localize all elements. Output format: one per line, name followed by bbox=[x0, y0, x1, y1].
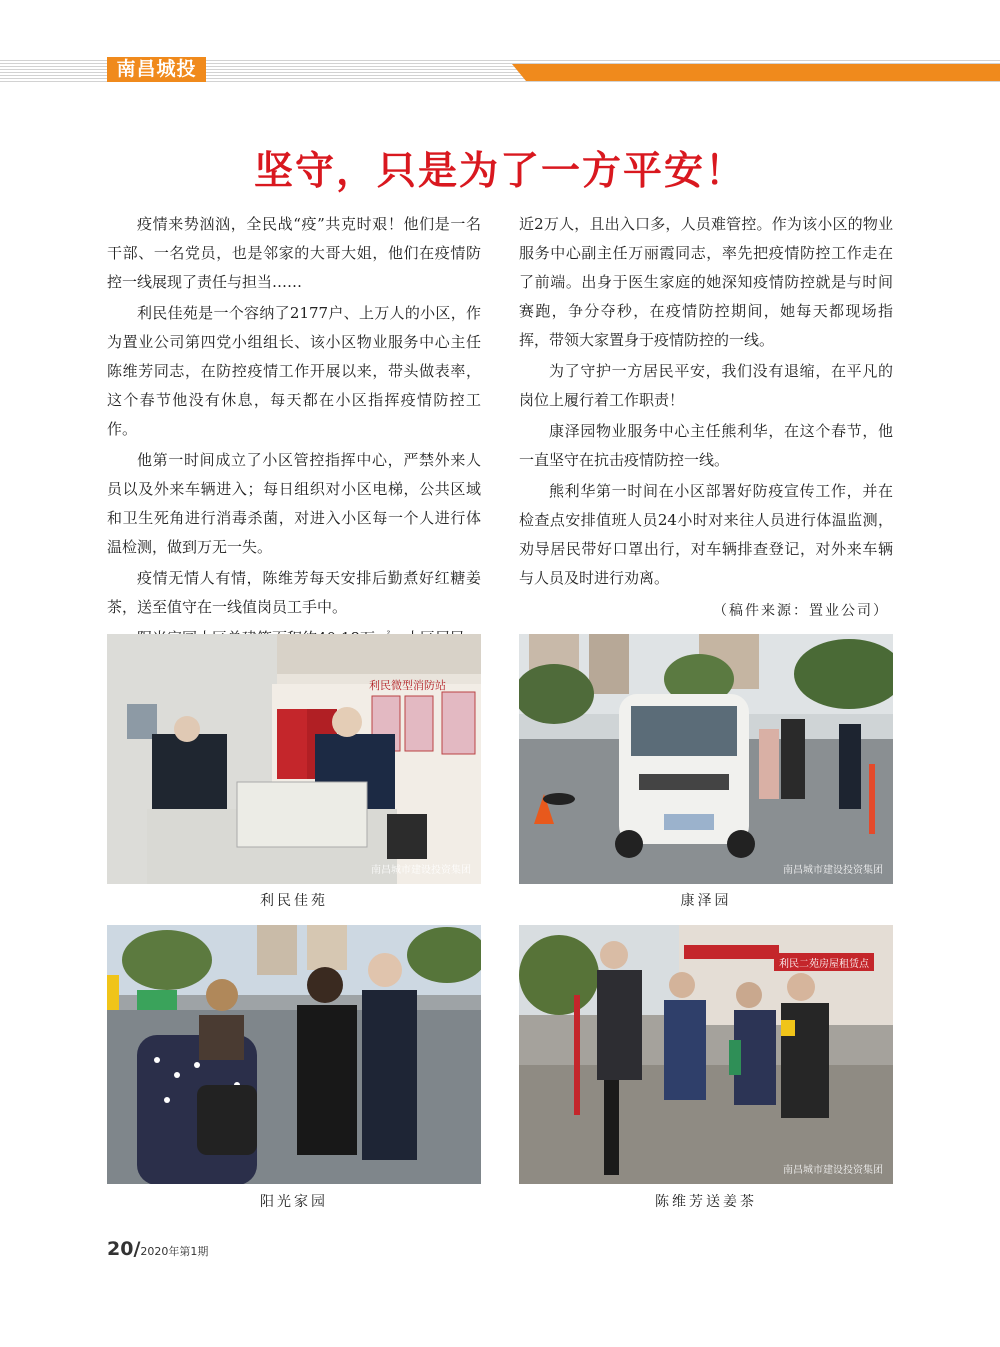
page-number: 20/ bbox=[107, 1238, 141, 1260]
left-column bbox=[107, 210, 481, 655]
photo-ginger-tea bbox=[519, 925, 893, 1184]
photo-caption: 利民佳苑 bbox=[260, 893, 328, 909]
photo-kangze-yuan bbox=[519, 634, 893, 884]
paragraph: 熊利华第一时间在小区部署好防疫宣传工作，并在检查点安排值班人员24小时对来往人员进行体温监测，劝导居民带好口罩出行，对车辆排查登记，对外来车辆与人员及时进行劝离。 bbox=[519, 482, 893, 587]
right-column bbox=[519, 210, 893, 626]
section-tag: 南昌城投 bbox=[107, 57, 206, 82]
paragraph: 利民佳苑是一个容纳了2177户、上万人的小区，作为置业公司第四党小组组长、该小区物业服务中心主任陈维芳同志，在防控疫情工作开展以来，带头做表率，这个春节他没有休息，每天都在小区指挥疫情防控工作。 bbox=[107, 304, 481, 438]
article-title: 坚守，只是为了一方平安！ bbox=[253, 149, 746, 194]
fire-station-sign: 利民微型消防站 bbox=[369, 679, 446, 692]
page-footer bbox=[107, 1238, 208, 1260]
photo-caption: 康泽园 bbox=[680, 893, 732, 909]
paragraph: 疫情无情人有情，陈维芳每天安排后勤煮好红糖姜茶，送至值守在一线值岗员工手中。 bbox=[107, 569, 481, 616]
watermark: 南昌城市建设投资集团 bbox=[371, 865, 471, 876]
photo-caption: 阳光家园 bbox=[260, 1194, 328, 1210]
photo-limin-jiayuan bbox=[107, 634, 481, 884]
photo-caption: 陈维芳送姜茶 bbox=[655, 1194, 757, 1210]
rental-office-sign: 利民二苑房屋租赁点 bbox=[779, 959, 869, 970]
watermark: 南昌城市建设投资集团 bbox=[783, 1165, 883, 1176]
paragraph: 为了守护一方居民平安，我们没有退缩，在平凡的岗位上履行着工作职责！ bbox=[519, 362, 893, 409]
photo-yangguang-jiayuan bbox=[107, 925, 481, 1184]
paragraph: 康泽园物业服务中心主任熊利华，在这个春节，他一直坚守在抗击疫情防控一线。 bbox=[519, 422, 893, 469]
article-source: （稿件来源：置业公司） bbox=[713, 603, 889, 619]
paragraph: 他第一时间成立了小区管控指挥中心，严禁外来人员以及外来车辆进入；每日组织对小区电梯，公共区域和卫生死角进行消毒杀菌，对进入小区每一个人进行体温检测，做到万无一失。 bbox=[107, 451, 481, 556]
paragraph: 疫情来势汹汹，全民战“疫”共克时艰！他们是一名干部、一名党员，也是邻家的大哥大姐，他们在疫情防控一线展现了责任与担当…… bbox=[107, 215, 481, 291]
header-orange-band bbox=[512, 64, 1000, 81]
paragraph-continued: 近2万人，且出入口多，人员难管控。作为该小区的物业服务中心副主任万丽霞同志，率先把疫情防控工作走在了前端。出身于医生家庭的她深知疫情防控就是与时间赛跑，争分夺秒，在疫情防控期间，她每天都现场指挥，带领大家置身于疫情防控的一线。 bbox=[519, 215, 893, 349]
issue-label: 2020年第1期 bbox=[140, 1245, 209, 1258]
watermark: 南昌城市建设投资集团 bbox=[783, 865, 883, 876]
